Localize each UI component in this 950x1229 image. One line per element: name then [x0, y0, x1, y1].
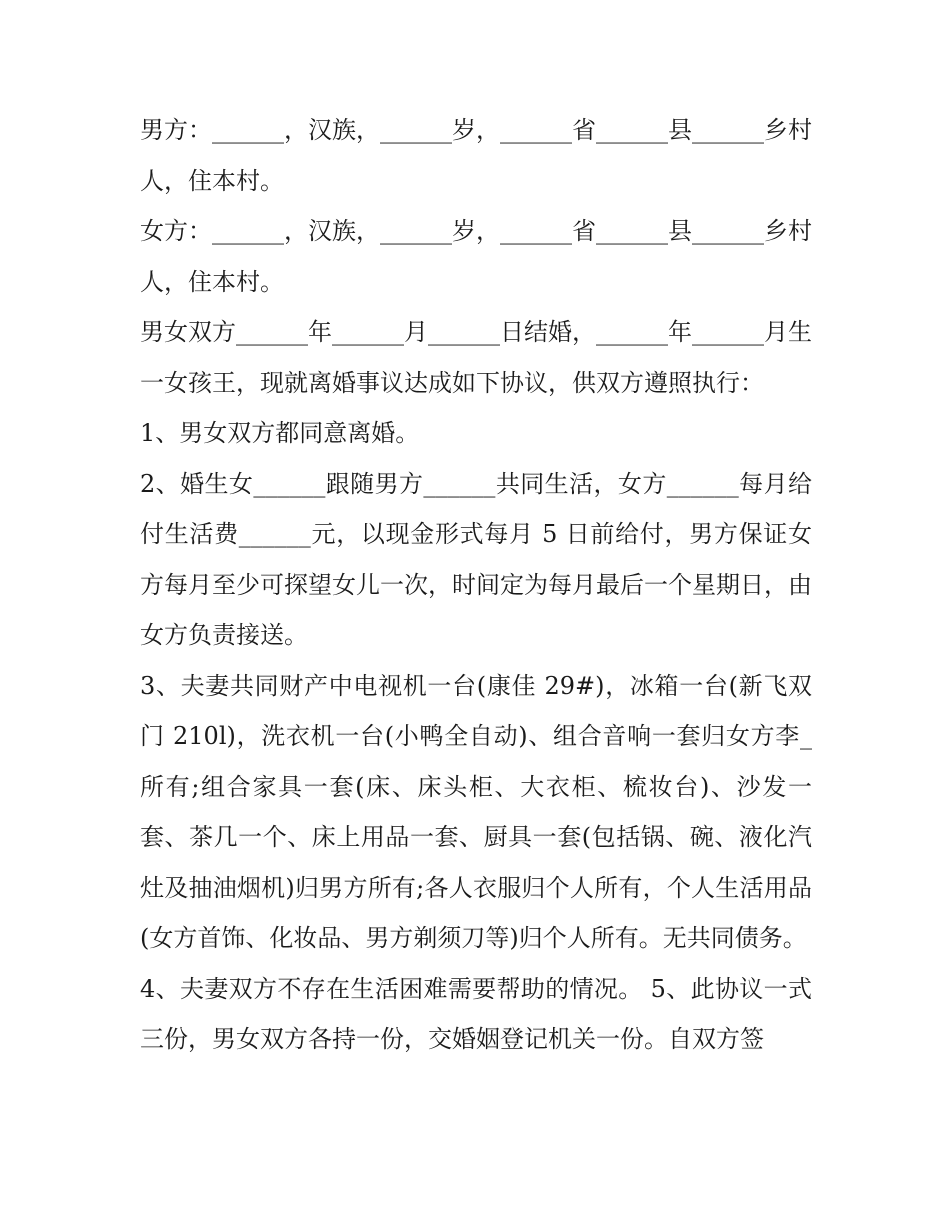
paragraph-clause-4-5: 4、夫妻双方不存在生活困难需要帮助的情况。 5、此协议一式三份，男女双方各持一份，交婚姻登记机关一份。自双方签 [140, 974, 812, 1053]
document-body [140, 105, 812, 1065]
paragraph-clause-3: 3、夫妻共同财产中电视机一台(康佳 29#)，冰箱一台(新飞双门 210l)，洗衣机一台(小鸭全自动)、组合音响一套归女方李_所有;组合家具一套(床、床头柜、大衣柜、梳妆台)、沙发一套、茶几一个、床上用品一套、厨具一套(包括锅、碗、液化汽灶及抽油烟机)归男方所有;各人衣服归个人所有，个人生活用品(女方首饰、化妆品、男方剃须刀等)归个人所有。无共同债务。 [140, 671, 812, 952]
paragraph-husband-info: 男方：______，汉族，______岁，______省______县______乡村人，住本村。 [140, 116, 812, 195]
paragraph-clause-2: 2、婚生女______跟随男方______共同生活，女方______每月给付生活费______元，以现金形式每月 5 日前给付，男方保证女方每月至少可探望女儿一次，时间定为每月最后一个星期日，由女方负责接送。 [140, 469, 812, 649]
paragraph-marriage-info: 男女双方______年______月______日结婚，______年______月生一女孩王，现就离婚事议达成如下协议，供双方遵照执行： [140, 318, 812, 397]
paragraph-wife-info: 女方：______，汉族，______岁，______省______县______乡村人，住本村。 [140, 217, 812, 296]
paragraph-clause-1: 1、男女双方都同意离婚。 [140, 419, 420, 447]
